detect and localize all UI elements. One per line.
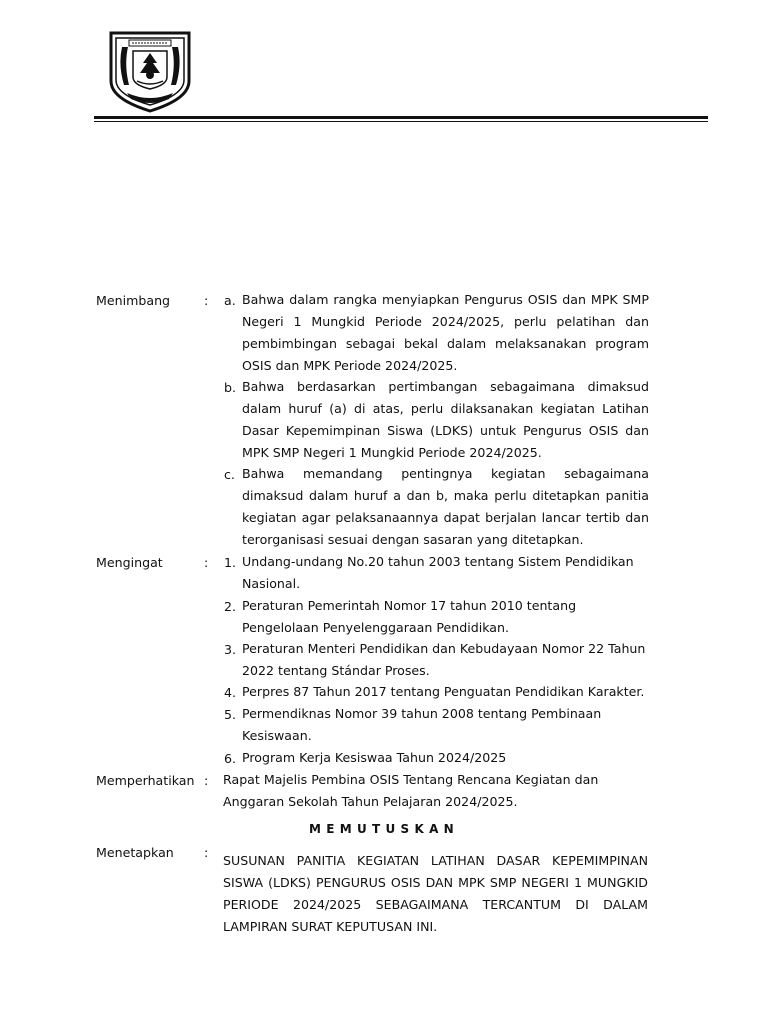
- menimbang-item-c: Bahwa memandang pentingnya kegiatan sebagaimana dimaksud dalam huruf a dan b, maka perlu ditetapkan panitia kegiatan agar pelaksanaannya dapat berjalan lancar tertib dan terorganisasi sesuai dengan sasaran yang ditetapkan.: [242, 466, 649, 547]
- menetapkan-label: Menetapkan: [96, 845, 174, 860]
- memperhatikan-colon: :: [204, 773, 209, 788]
- menimbang-marker-a: a.: [224, 293, 236, 308]
- menimbang-marker-c: c.: [224, 467, 235, 482]
- mengingat-marker-2: 2.: [224, 599, 237, 614]
- letterhead-rule-thin: [94, 121, 708, 122]
- menimbang-colon: :: [204, 293, 209, 308]
- menimbang-label: Menimbang: [96, 293, 171, 308]
- mengingat-marker-5: 5.: [224, 707, 237, 722]
- mengingat-label: Mengingat: [96, 555, 163, 570]
- mengingat-marker-1: 1.: [224, 555, 237, 570]
- mengingat-marker-4: 4.: [224, 685, 237, 700]
- mengingat-item-4: Perpres 87 Tahun 2017 tentang Penguatan Pendidikan Karakter.: [242, 684, 645, 699]
- mengingat-marker-6: 6.: [224, 751, 237, 766]
- mengingat-item-6: Program Kerja Kesiswaa Tahun 2024/2025: [242, 750, 507, 765]
- mengingat-item-5: Permendiknas Nomor 39 tahun 2008 tentang Pembinaan Kesiswaan.: [242, 706, 602, 743]
- mengingat-marker-3: 3.: [224, 642, 237, 657]
- mengingat-item-3: Peraturan Menteri Pendidikan dan Kebudayaan Nomor 22 Tahun 2022 tentang Stándar Proses.: [242, 641, 646, 678]
- mengingat-item-1: Undang-undang No.20 tahun 2003 tentang Sistem Pendidikan Nasional.: [242, 554, 634, 591]
- memutuskan-heading: MEMUTUSKAN: [308, 822, 460, 836]
- mengingat-item-2: Peraturan Pemerintah Nomor 17 tahun 2010 tentang Pengelolaan Penyelenggaraan Pendidikan.: [242, 598, 577, 635]
- regency-emblem-icon: [107, 29, 193, 113]
- menimbang-item-a: Bahwa dalam rangka menyiapkan Pengurus OSIS dan MPK SMP Negeri 1 Mungkid Periode 2024/2025, perlu pelatihan dan pembimbingan sebagai bekal dalam melaksanakan program OSIS dan MPK Periode 2024/2025.: [242, 292, 649, 373]
- menimbang-item-b: Bahwa berdasarkan pertimbangan sebagaimana dimaksud dalam huruf (a) di atas, perlu dilaksanakan kegiatan Latihan Dasar Kepemimpinan Siswa (LDKS) untuk Pengurus OSIS dan MPK SMP Negeri 1 Mungkid Periode 2024/2025.: [242, 379, 649, 460]
- menetapkan-text: SUSUNAN PANITIA KEGIATAN LATIHAN DASAR KEPEMIMPINAN SISWA (LDKS) PENGURUS OSIS DAN MPK SMP NEGERI 1 MUNGKID PERIODE 2024/2025 SEBAGAIMANA TERCANTUM DI DALAM LAMPIRAN SURAT KEPUTUSAN INI.: [223, 853, 648, 934]
- menimbang-marker-b: b.: [224, 380, 236, 395]
- memperhatikan-label: Memperhatikan: [96, 773, 195, 788]
- menetapkan-colon: :: [204, 845, 209, 860]
- mengingat-colon: :: [204, 555, 209, 570]
- letterhead-rule-thick: [94, 116, 708, 119]
- memperhatikan-text: Rapat Majelis Pembina OSIS Tentang Rencana Kegiatan dan Anggaran Sekolah Tahun Pelajaran 2024/2025.: [223, 772, 599, 809]
